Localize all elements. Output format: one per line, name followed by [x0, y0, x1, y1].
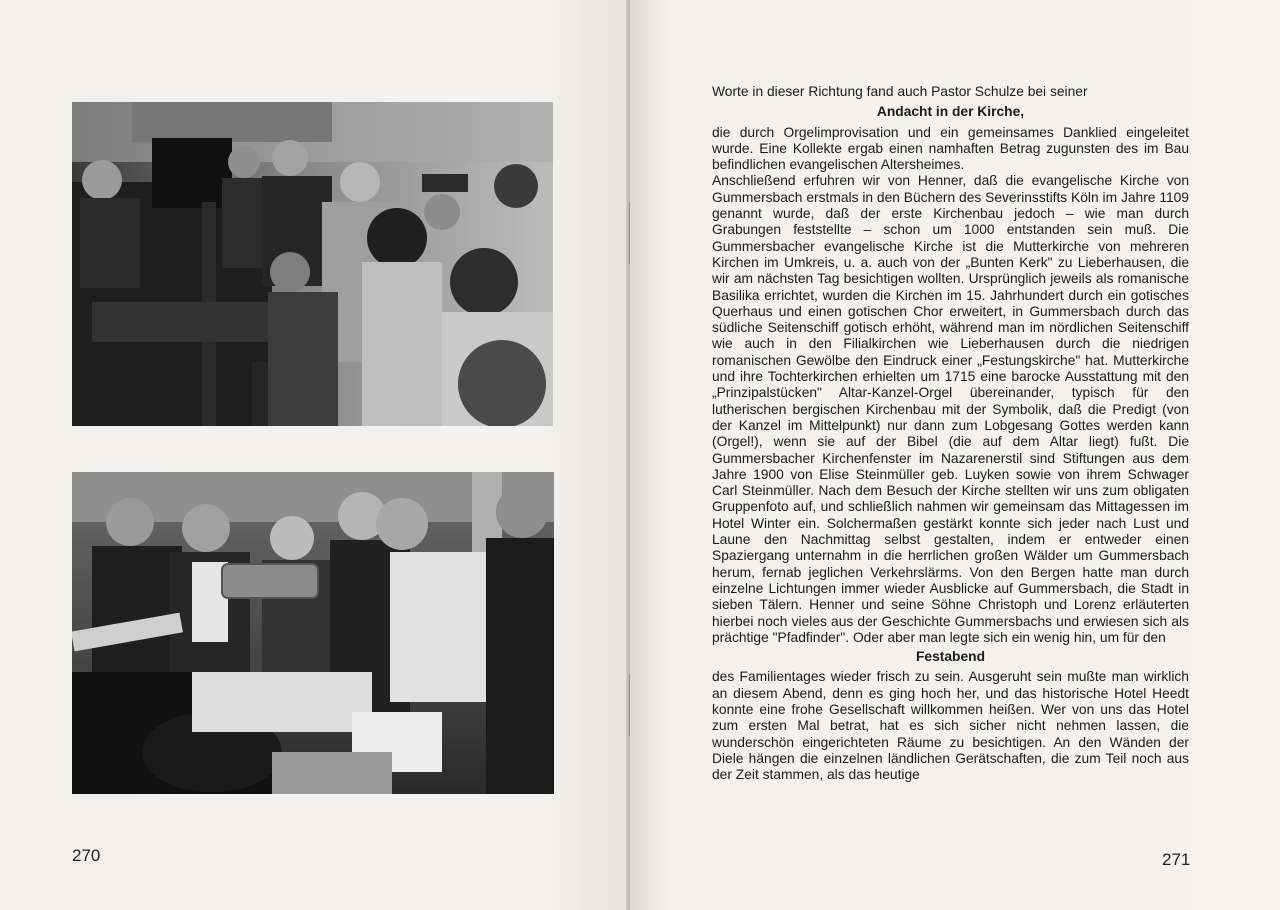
heading-festabend: Festabend: [916, 649, 985, 665]
intro-line: Worte in dieser Richtung fand auch Pastor Schulze bei seiner: [712, 84, 1088, 99]
page-number-right: 271: [1162, 850, 1191, 869]
photo-2: [72, 472, 554, 794]
page-number-left: 270: [72, 846, 101, 865]
paragraph-3: des Familientages wieder frisch zu sein. Ausgeruht sein mußte man wirklich an diesem Abend, denn es ging hoch her, und das historische Hotel Heedt konnte eine frohe Gesellschaft willkommen heißen. Wer von uns das Hotel zum ersten Mal betrat, hat es sich sicher nicht nehmen lassen, die wunderschön eingerichteten Räume zu besichtigen. An den Wänden der Diele hängen die einzelnen ländlichen Gerätschaften, die zum Teil noch aus der Zeit stammen, als das heutige: [712, 669, 1189, 783]
paragraph-2: Anschließend erfuhren wir von Henner, daß die evangelische Kirche von Gummersbach erstmals in den Büchern des Severinsstifts Köln im Jahre 1109 genannt wurde, daß der erste Kirchenbau jedoch – wie man durch Grabungen feststellte – schon um 1000 entstanden sein muß. Die Gummersbacher evangelische Kirche ist die Mutterkirche von mehreren Kirchen im Umkreis, u. a. auch von der „Bunten Kerk" zu Lieberhausen, die wir am nächsten Tag besichtigen wollten. Ursprünglich jeweils als romanische Basilika errichtet, wurden die Kirchen im 15. Jahrhundert durch ein gotisches Querhaus und einen gotischen Chor erweitert, in Gummersbach durch das südliche Seitenschiff gotisch erhöht, während man im nördlichen Seitenschiff wie auch in den Filialkirchen wie Lieberhausen durch die niedrigen romanischen Gewölbe den Eindruck einer „Festungskirche" hat. Mutterkirche und ihre Tochterkirchen erhielten um 1715 eine barocke Ausstattung mit den „Prinzipalstücken" Altar-Kanzel-Orgel übereinander, typisch für den lutherischen bergischen Kirchenbau mit der Symbolik, daß die Predigt (von der Kanzel im Mittelpunkt) nur dann zum Lobgesang Gottes werden kann (Orgel!), wenn sie auf der Bibel (die auf dem Altar liegt) fußt. Die Gummersbacher Kirchenfenster im Nazarenerstil sind Stiftungen aus dem Jahre 1900 von Elise Steinmüller geb. Luyken sowie von ihrem Schwager Carl Steinmüller. Nach dem Besuch der Kirche stellten wir uns zum obligaten Gruppenfoto auf, und schließlich nahmen wir gemeinsam das Mittagessen im Hotel Winter ein. Solchermaßen gestärkt konnte sich jeder nach Lust und Laune den Nachmittag selbst gestalten, indem er entweder einen Spaziergang unternahm in die herrlichen großen Wälder um Gummersbach herum, fernab jeglichen Verkehrslärms. Von den Bergen hatte man durch einzelne Lichtungen immer wieder Ausblicke auf Gummersbach, die Stadt in sieben Tälern. Henner und seine Söhne Christoph und Lorenz erläuterten hierbei noch vieles aus der Geschichte Gummersbachs und erwiesen sich als prächtige "Pfadfinder". Oder aber man legte sich ein wenig hin, um für den: [712, 173, 1189, 645]
left-page: [0, 0, 630, 910]
paragraph-1: die durch Orgelimprovisation und ein gemeinsames Danklied eingeleitet wurde. Eine Kollekte ergab einen namhaften Betrag zugunsten des im Bau befindlichen evangelischen Altersheimes.: [712, 124, 1189, 173]
body-text: [712, 84, 1189, 783]
heading-andacht: Andacht in der Kirche,: [876, 104, 1025, 120]
photo-1: [72, 102, 553, 426]
